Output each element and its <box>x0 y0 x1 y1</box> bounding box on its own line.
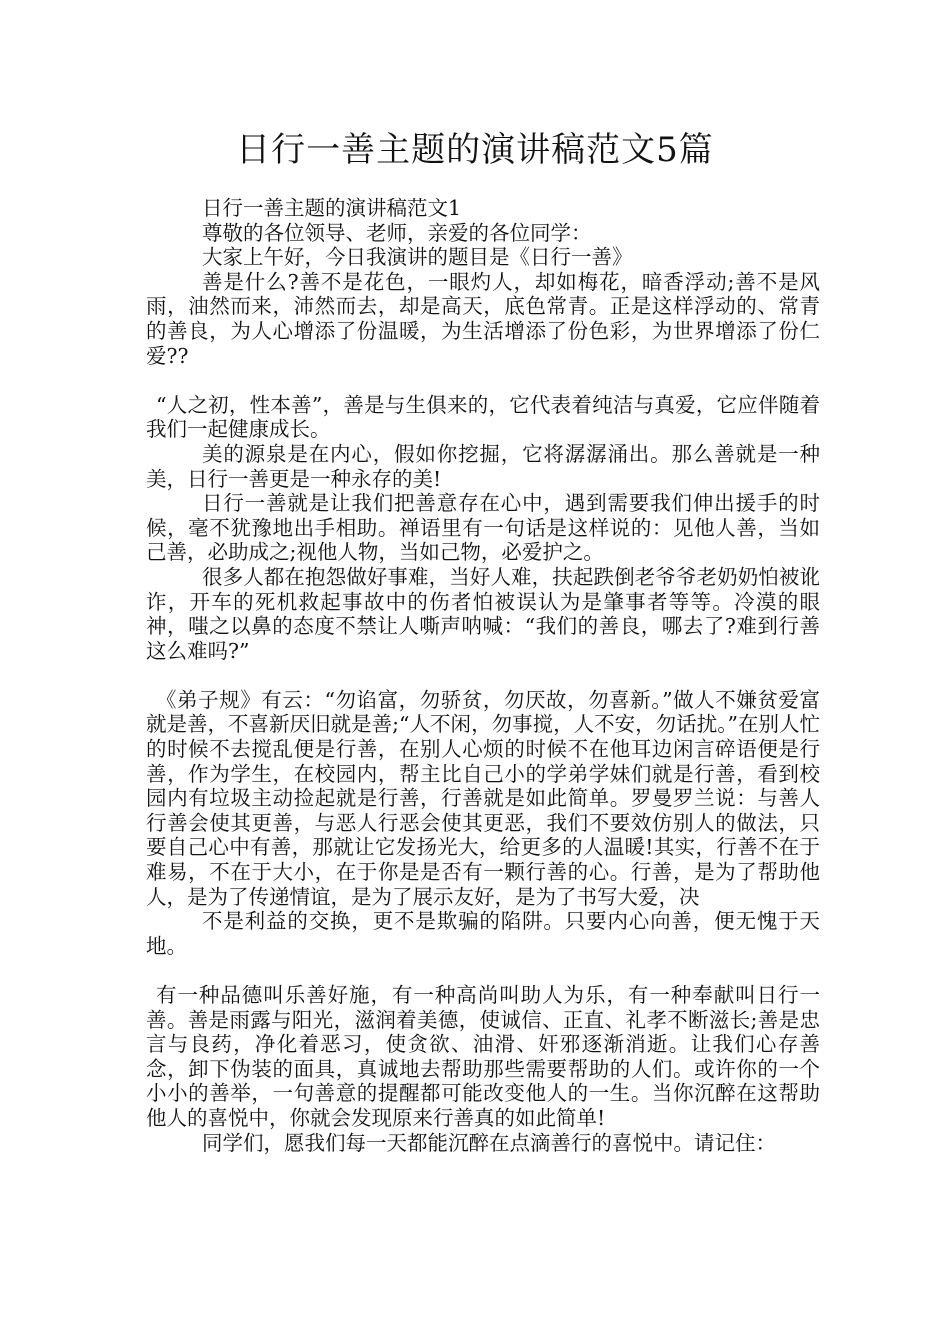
paragraph: 不是利益的交换，更不是欺骗的陷阱。只要内心向善，便无愧于天地。 <box>146 909 820 958</box>
document-title: 日行一善主题的演讲稿范文5篇 <box>236 130 714 170</box>
paragraph: 尊敬的各位领导、老师，亲爱的各位同学： <box>202 220 592 245</box>
paragraph: 日行一善就是让我们把善意存在心中，遇到需要我们伸出援手的时候，毫不犹豫地出手相助。禅语里有一句话是这样说的：见他人善，当如己善，必助成之;视他人物，当如己物，必爱护之。 <box>146 491 820 565</box>
paragraph-spacer <box>146 368 820 393</box>
paragraph: 同学们，愿我们每一天都能沉醉在点滴善行的喜悦中。请记住： <box>202 1130 776 1155</box>
paragraph: 日行一善主题的演讲稿范文1 <box>202 196 462 220</box>
paragraph: 《弟子规》有云：“勿谄富，勿骄贫，勿厌故，勿喜新。”做人不嫌贫爱富就是善，不喜新厌旧就是善;“人不闲，勿事搅，人不安，勿话扰。”在别人忙的时候不去搅乱便是行善，在别人心烦的时候不在他耳边闲言碎语便是行善，作为学生，在校园内，帮主比自己小的学弟学妹们就是行善，看到校园内有垃圾主动捡起就是行善，行善就是如此简单。罗曼罗兰说：与善人行善会使其更善，与恶人行恶会使其更恶，我们不要效仿别人的做法，只要自己心中有善，那就让它发扬光大，给更多的人温暖!其实，行善不在于难易，不在于大小，在于你是是否有一颗行善的心。行善，是为了帮助他人，是为了传递情谊，是为了展示友好，是为了书写大爱，决 <box>146 687 820 909</box>
paragraph: 很多人都在抱怨做好事难，当好人难，扶起跌倒老爷爷老奶奶怕被讹诈，开车的死机救起事故中的伤者怕被误认为是肇事者等等。冷漠的眼神，嗤之以鼻的态度不禁让人嘶声呐喊：“我们的善良，哪去了?难到行善这么难吗?” <box>146 564 820 663</box>
document-body <box>146 196 820 1155</box>
paragraph: “人之初，性本善”，善是与生俱来的，它代表着纯洁与真爱，它应伴随着我们一起健康成长。 <box>146 392 820 442</box>
paragraph: 大家上午好，今日我演讲的题目是《日行一善》 <box>202 245 633 270</box>
paragraph-spacer <box>146 958 820 983</box>
paragraph-spacer <box>146 663 820 688</box>
paragraph: 美的源泉是在内心，假如你挖掘，它将潺潺涌出。那么善就是一种美，日行一善更是一种永存的美! <box>146 441 820 491</box>
paragraph: 有一种品德叫乐善好施，有一种高尚叫助人为乐，有一种奉献叫日行一善。善是雨露与阳光，滋润着美德，使诚信、正直、礼孝不断滋长;善是忠言与良药，净化着恶习，使贪欲、油滑、奸邪逐渐消逝。让我们心存善念，卸下伪装的面具，真诚地去帮助那些需要帮助的人们。或许你的一个小小的善举，一句善意的提醒都可能改变他人的一生。当你沉醉在这帮助他人的喜悦中，你就会发现原来行善真的如此简单! <box>146 983 820 1130</box>
paragraph: 善是什么?善不是花色，一眼灼人，却如梅花，暗香浮动;善不是风雨，油然而来，沛然而去，却是高天，底色常青。正是这样浮动的、常青的善良，为人心增添了份温暖，为生活增添了份色彩，为世界增添了份仁爱?? <box>146 269 820 368</box>
